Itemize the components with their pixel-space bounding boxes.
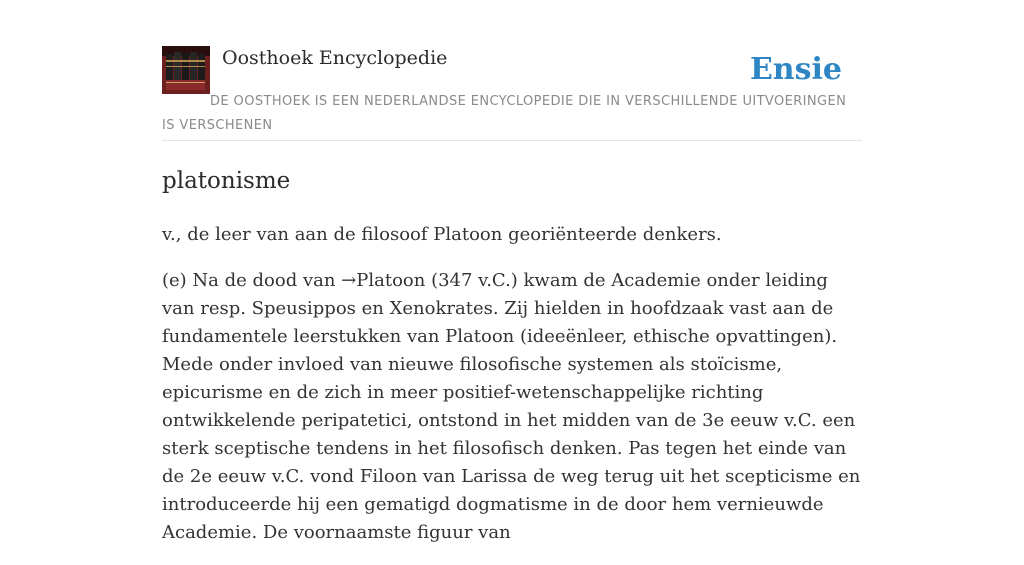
site-header xyxy=(162,46,862,141)
article xyxy=(162,141,862,547)
encyclopedia-books-avatar[interactable] xyxy=(162,46,210,94)
entry-title: platonisme xyxy=(162,168,291,194)
site-title[interactable]: Oosthoek Encyclopedie xyxy=(222,47,448,69)
site-tagline: DE OOSTHOEK IS EEN NEDERLANDSE ENCYCLOPEDIE DIE IN VERSCHILLENDE UITVOERINGEN IS VERSCHENEN xyxy=(162,94,847,133)
ensie-logo-link[interactable]: Ensie xyxy=(749,52,842,87)
content-container xyxy=(162,46,862,565)
entry-definition: v., de leer van aan de filosoof Platoon georiënteerde denkers. xyxy=(162,224,722,245)
entry-body: (e) Na de dood van →Platoon (347 v.C.) kwam de Academie onder leiding van resp. Speusippos en Xenokrates. Zij hielden in hoofdzaak vast aan de fundamentele leerstukken van Platoon (ideeënleer, ethische opvattingen). Mede onder invloed van nieuwe filosofische systemen als stoïcisme, epicurisme en de zich in meer positief-wetenschappelijke richting ontwikkelende peripatetici, ontstond in het midden van de 3e eeuw v.C. een sterk sceptische tendens in het filosofisch denken. Pas tegen het einde van de 2e eeuw v.C. vond Filoon van Larissa de weg terug uit het scepticisme en introduceerde hij een gematigd dogmatisme in de door hem vernieuwde Academie. De voornaamste figuur van xyxy=(162,270,861,543)
